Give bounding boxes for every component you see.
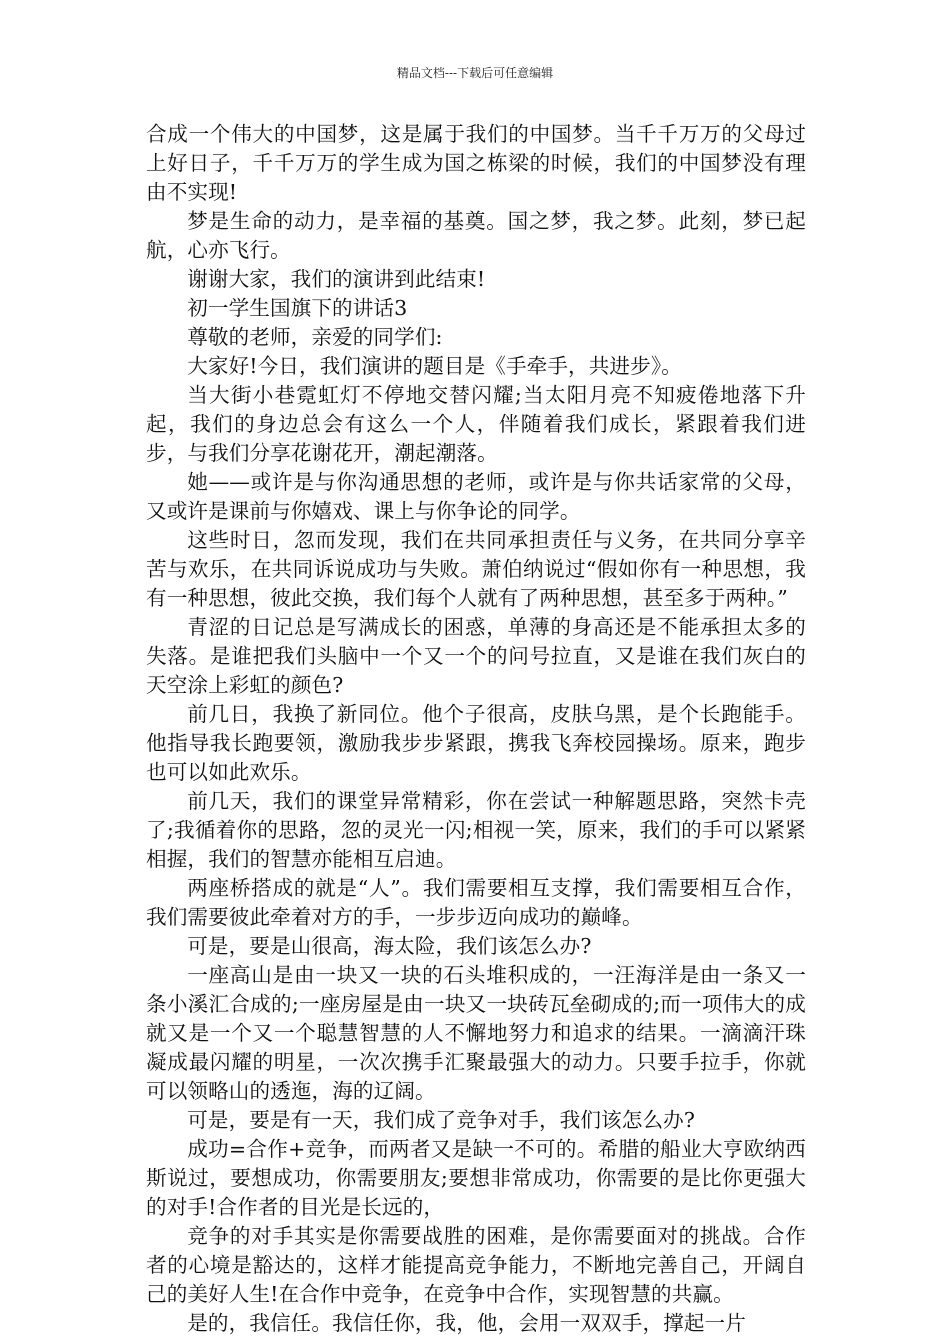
paragraph: 一座高山是由一块又一块的石头堆积成的，一汪海洋是由一条又一条小溪汇合成的;一座房屋是由一块又一块砖瓦垒砌成的;而一项伟大的成就又是一个又一个聪慧智慧的人不懈地努力和追求的结果。一滴滴汗珠凝成最闪耀的明星，一次次携手汇聚最强大的动力。只要手拉手，你就可以领略山的透迤，海的辽阔。: [146, 963, 806, 1103]
paragraph: 她——或许是与你沟通思想的老师，或许是与你共话家常的父母，又或许是课前与你嬉戏、课上与你争论的同学。: [146, 470, 806, 523]
paragraph: 成功=合作+竞争，而两者又是缺一不可的。希腊的船业大亨欧纳西斯说过，要想成功，你需要朋友;要想非常成功，你需要的是比你更强大的对手!合作者的目光是长远的，: [146, 1137, 806, 1219]
paragraph: 青涩的日记总是写满成长的困惑，单薄的身高还是不能承担太多的失落。是谁把我们头脑中一个又一个的问号拉直，又是谁在我们灰白的天空涂上彩虹的颜色?: [146, 615, 806, 697]
paragraph: 竞争的对手其实是你需要战胜的困难，是你需要面对的挑战。合作者的心境是豁达的，这样才能提高竞争能力，不断地完善自己，开阔自己的美好人生!在合作中竞争，在竞争中合作，实现智慧的共赢。: [146, 1224, 806, 1306]
paragraph: 梦是生命的动力，是幸福的基奠。国之梦，我之梦。此刻，梦已起航，心亦飞行。: [146, 209, 806, 262]
page-header: 精品文档---下载后可任意编辑: [396, 66, 554, 80]
paragraph: 当大街小巷霓虹灯不停地交替闪耀;当太阳月亮不知疲倦地落下升起，我们的身边总会有这么一个人，伴随着我们成长，紧跟着我们进步，与我们分享花谢花开，潮起潮落。: [146, 383, 806, 465]
paragraph: 这些时日，忽而发现，我们在共同承担责任与义务，在共同分享辛苦与欢乐，在共同诉说成功与失败。萧伯纳说过“假如你有一种思想，我有一种思想，彼此交换，我们每个人就有了两种思想，甚至多于两种。”: [146, 528, 806, 610]
paragraph: 前几天，我们的课堂异常精彩，你在尝试一种解题思路，突然卡壳了;我循着你的思路，忽的灵光一闪;相视一笑，原来，我们的手可以紧紧相握，我们的智慧亦能相互启迪。: [146, 789, 806, 871]
salutation: 尊敬的老师，亲爱的同学们:: [187, 325, 443, 349]
paragraph: 两座桥搭成的就是“人”。我们需要相互支撑，我们需要相互合作，我们需要彼此牵着对方的手，一步步迈向成功的巅峰。: [146, 876, 806, 929]
paragraph: 谢谢大家，我们的演讲到此结束!: [187, 267, 486, 291]
paragraph: 是的，我信任。我信任你，我，他，会用一双双手，撑起一片: [187, 1311, 746, 1335]
paragraph: 前几日，我换了新同位。他个子很高，皮肤乌黑，是个长跑能手。他指导我长跑要领，激励我步步紧跟，携我飞奔校园操场。原来，跑步也可以如此欢乐。: [146, 702, 806, 784]
document-body: [146, 120, 806, 1338]
paragraph: 大家好!今日，我们演讲的题目是《手牵手，共进步》。: [187, 354, 682, 378]
speech-title: 初一学生国旗下的讲话3: [187, 296, 408, 320]
paragraph: 合成一个伟大的中国梦，这是属于我们的中国梦。当千千万万的父母过上好日子，千千万万的学生成为国之栋梁的时候，我们的中国梦没有理由不实现!: [146, 122, 806, 204]
paragraph: 可是，要是山很高，海太险，我们该怎么办?: [187, 934, 592, 958]
paragraph: 可是，要是有一天，我们成了竞争对手，我们该怎么办?: [187, 1108, 695, 1132]
